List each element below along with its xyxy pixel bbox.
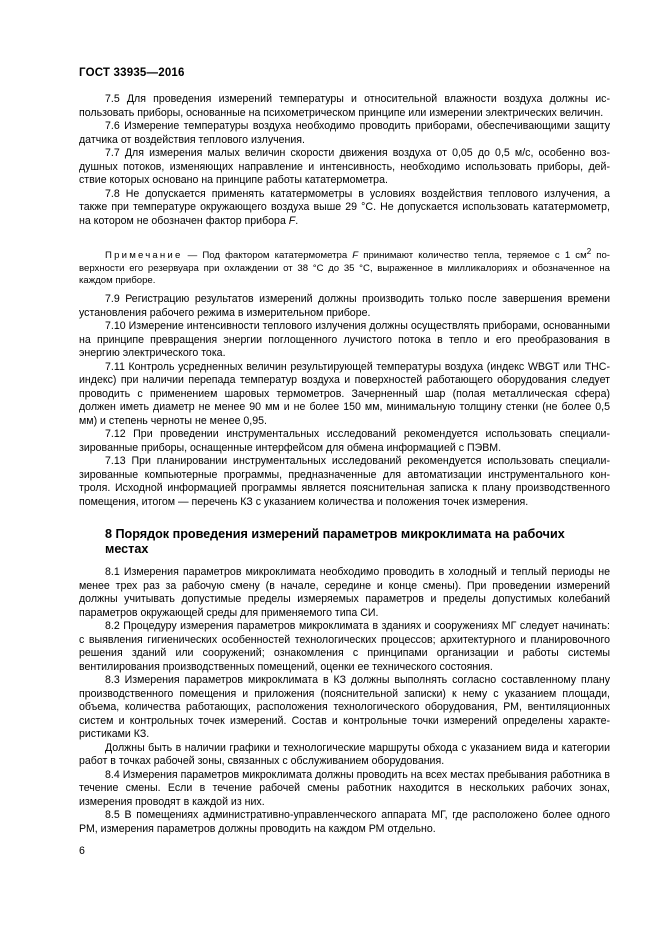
note-paragraph [79,246,610,288]
paragraph-graphs: Должны быть в наличии графики и технологические маршруты обхода с указанием вида и категории работ в точках рабочей зоны, связанных с обслуживанием оборудования. [79,741,610,767]
paragraph-7-8 [79,188,610,229]
paragraph-8-5: 8.5 В помещениях административно-управленческого аппарата МГ, где расположено более одного РМ, измерения параметров должны проводить на каждом РМ отдельно. [79,809,610,835]
paragraph-7-9: 7.9 Регистрацию результатов измерений должны производить только после завершения времени установления рабочего режима в измерительном приборе. [79,293,610,319]
paragraph-8-1: 8.1 Измерения параметров микроклимата необходимо проводить в холодный и теплый периоды не менее трех раз за рабочую смену (в начале, середине и конце смены). При проведении измерений должны учитывать допустимые пределы измеряемых параметров и пределы допустимых колебаний параметров окружающей среды для применяемого типа СИ. [79,566,610,619]
note-superscript: 2 [586,247,592,256]
text-block-section-8 [79,566,610,836]
paragraph-7-7: 7.7 Для измерения малых величин скорости движения воздуха от 0,05 до 0,5 м/с, особенно воздушных потоков, изменяющих направление и интенсивность, необходимо использовать приборы, действие которых основано на принципе работы кататермометра. [79,147,610,186]
note-block [79,246,610,288]
note-factor-symbol: F [352,250,359,262]
paragraph-7-13: 7.13 При планировании инструментальных исследований рекомендуется использовать специализированные компьютерные программы, предназначенные для автоматизации инструментального контроля. Исходной информацией программы является пояснительная записка к плану производственного помещения, итогом — перечень КЗ с указанием количества и положения точек измерения. [79,455,610,508]
note-text-3: поверхности его резервуара при охлаждении от 38 °С до 35 °С, выраженное в милликалориях и обозначенное на каждом приборе. [79,250,610,287]
note-text-2: принимают количество тепла, теряемое с 1 см [358,250,587,262]
paragraph-7-6: 7.6 Измерение температуры воздуха необходимо проводить приборами, обеспечивающими защиту датчика от воздействия теплового излучения. [79,120,610,146]
text-block-7-9-to-7-13 [79,293,610,509]
paragraph-7-12: 7.12 При проведении инструментальных исследований рекомендуется использовать специализированные приборы, оснащенные интерфейсом для обмена информацией с ПЭВМ. [79,428,610,454]
section-8-title: 8 Порядок проведения измерений параметров микроклимата на рабочих местах [105,527,565,556]
paragraph-7-8-text: 7.8 Не допускается применять кататермометры в условиях воздействия теплового излучения, а также при температуре окружающего воздуха выше 29 °С. Не допускается использовать кататермометр, на котором не обозначен фактор прибора [79,187,610,227]
factor-symbol: F [288,214,296,227]
text-block-7-5-to-7-8 [79,93,610,228]
note-label: Примечание [105,250,183,262]
page-number: 6 [79,845,85,857]
paragraph-7-5: 7.5 Для проведения измерений температуры и относительной влажности воздуха должны использовать приборы, основанные на психометрическом принципе или измерении электрических величин. [79,93,610,119]
paragraph-8-2: 8.2 Процедуру измерения параметров микроклимата в зданиях и сооружениях МГ следует начинать: с выявления гигиенических особенностей технологических процессов; архитектурного и планировочного решения зданий или сооружений; ознакомления с принципами организации и работы системы вентилирования производственных помещений, оценки ее технического состояния. [79,620,610,673]
paragraph-8-4: 8.4 Измерения параметров микроклимата должны проводить на всех местах пребывания работника в течение смены. Если в течение рабочей смены работник находится в нескольких рабочих зонах, измерения проводят в каждой из них. [79,768,610,808]
document-header: ГОСТ 33935—2016 [79,67,185,79]
note-text-1: — Под фактором кататермометра [182,250,353,262]
paragraph-7-11: 7.11 Контроль усредненных величин результирующей температуры воздуха (индекс WBGT или ТНС-индекс) при наличии перепада температур воздуха и поверхностей работающего оборудования следует проводить с применением шаровых термометров. Зачерненный шар (полая металлическая сфера) должен иметь диаметр не менее 90 мм и не более 150 мм, минимальную толщину стенки (не более 0,5 мм) и степень черноты не менее 0,95. [79,360,610,427]
paragraph-7-10: 7.10 Измерение интенсивности теплового излучения должны осуществлять приборами, основанными на принципе превращения энергии поглощенного лучистого потока в тепло и его преобразования в энергию электрического тока. [79,320,610,359]
paragraph-7-8-end: . [295,214,299,227]
paragraph-8-3: 8.3 Измерения параметров микроклимата в КЗ должны выполнять согласно составленному плану производственного помещения и приложения (пояснительной записки) к нему с указанием площади, объема, количества работающих, расположения технологического оборудования, РМ, вентиляционных систем и контрольных точек измерений. Состав и контрольные точки измерений определены характеристиками КЗ. [79,674,610,740]
